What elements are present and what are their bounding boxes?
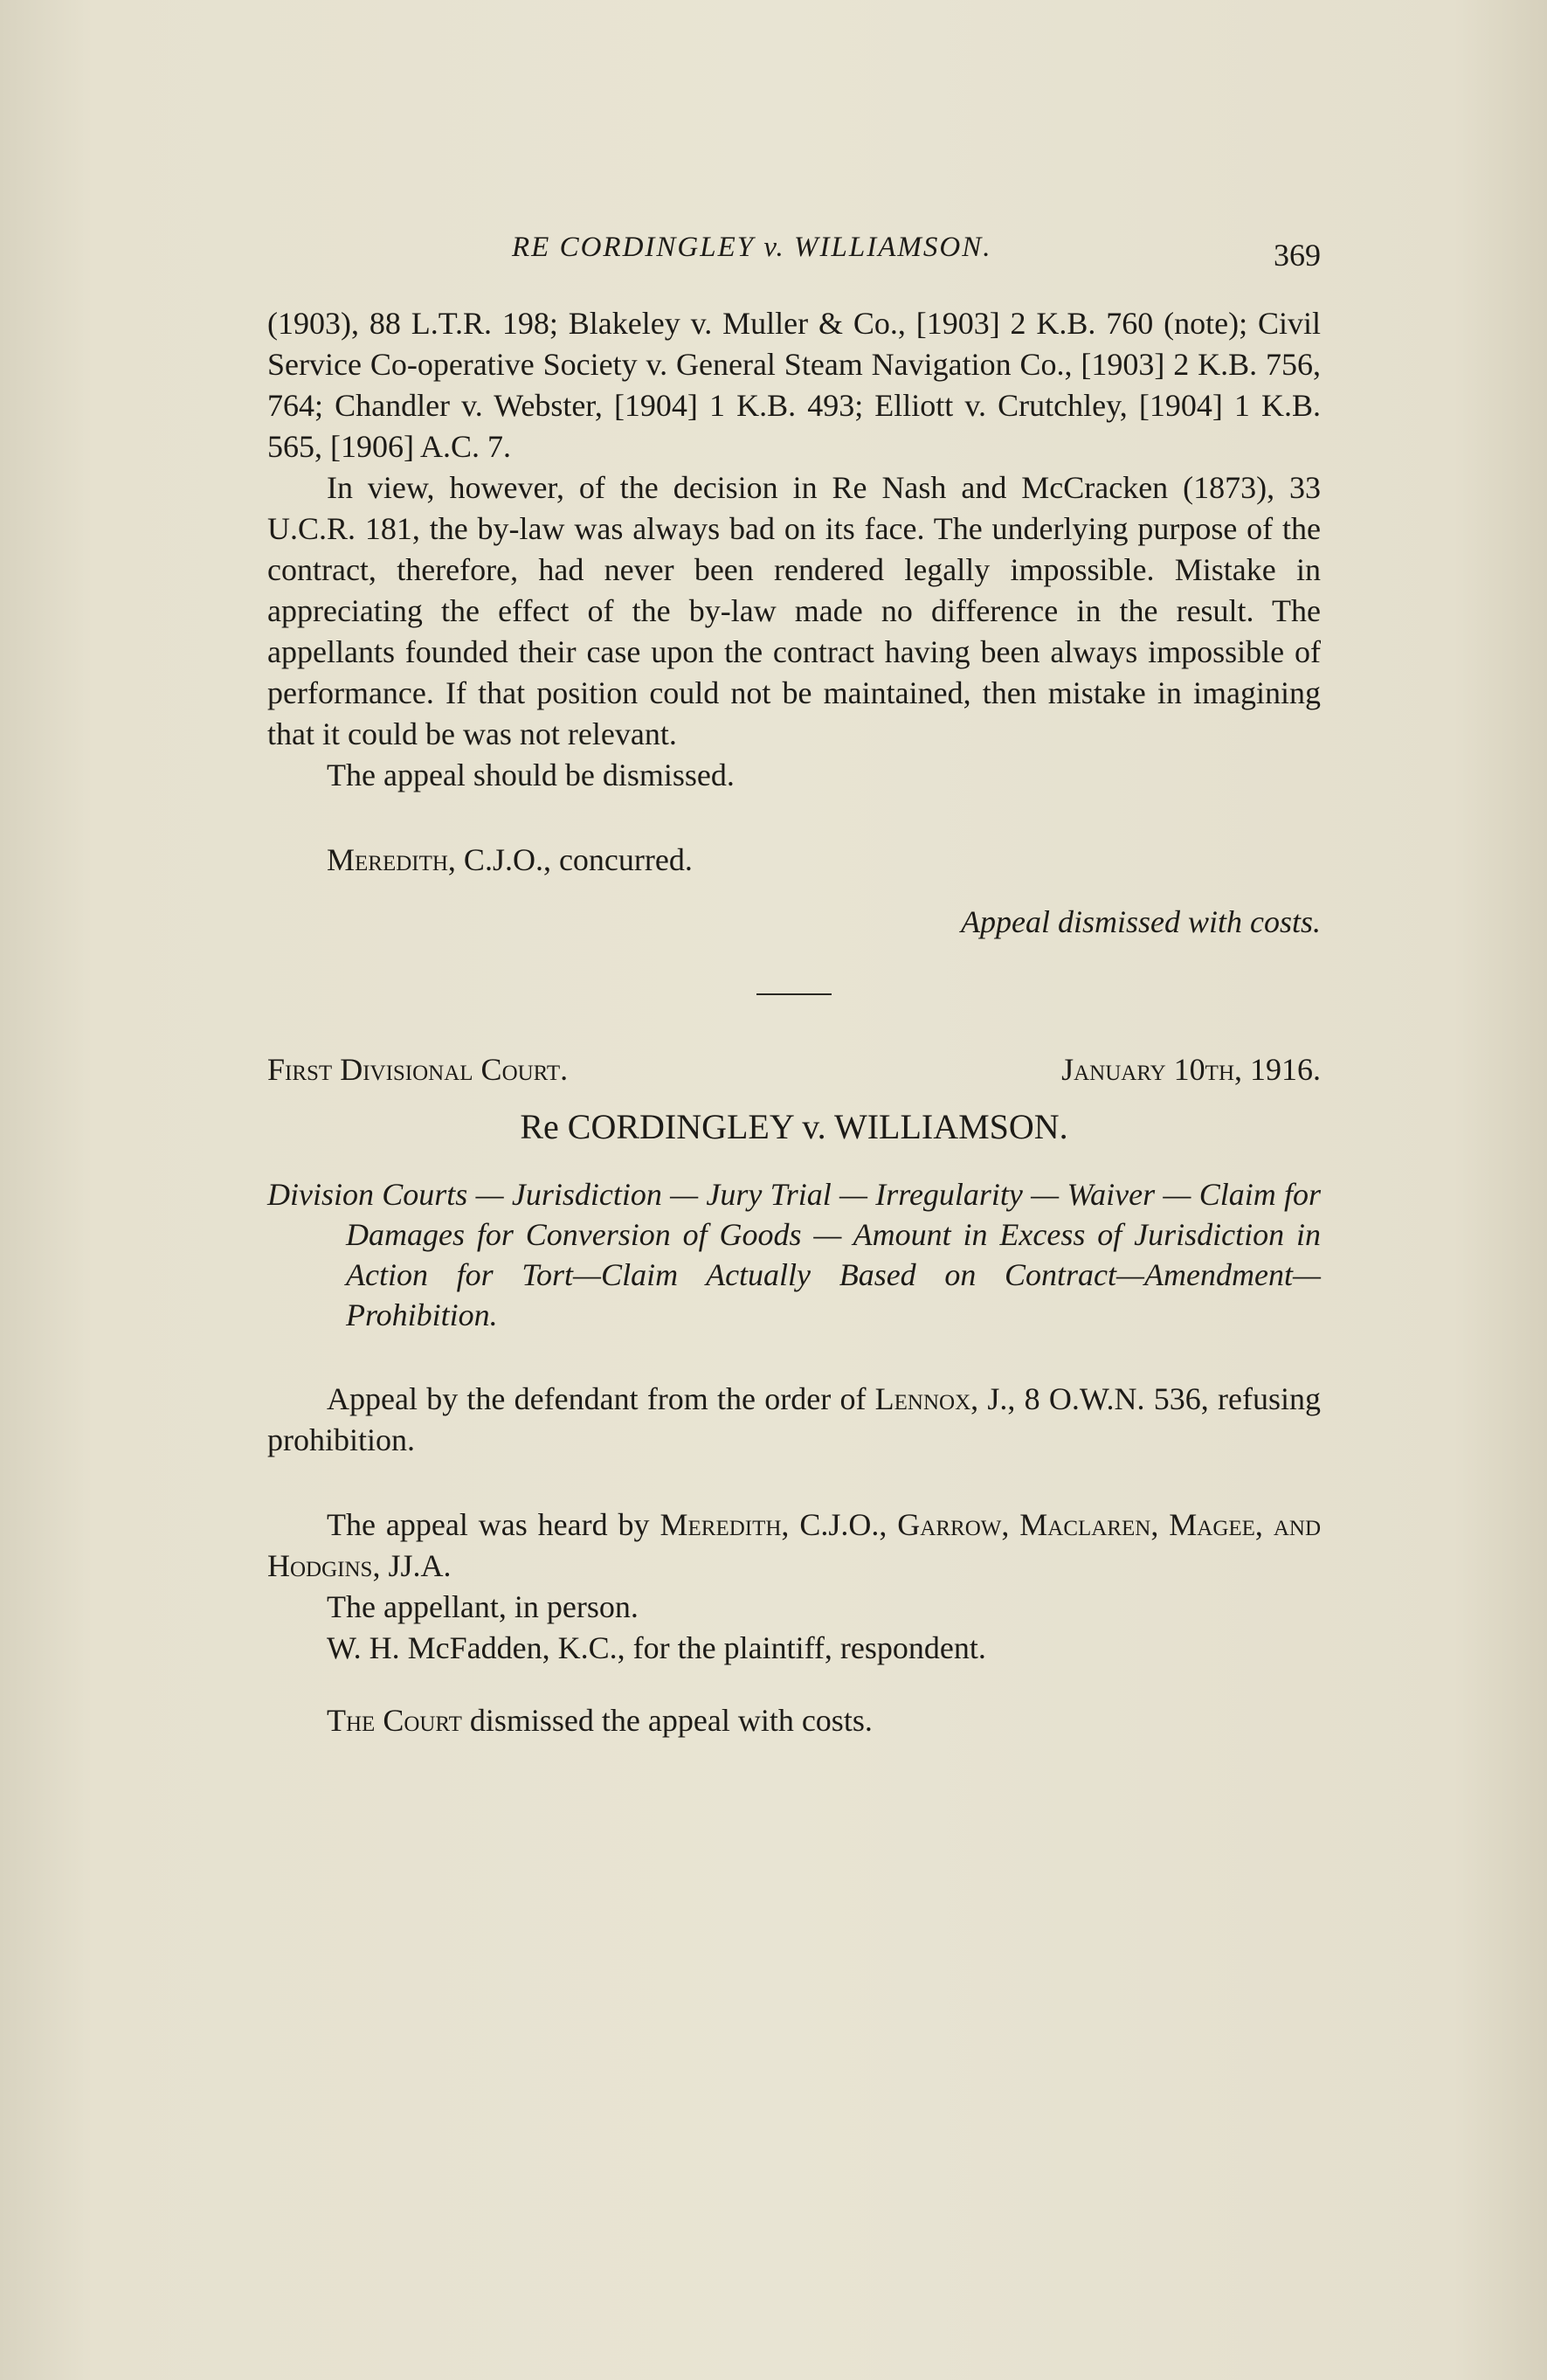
appeal-post: , J., 8 O.W.N. 536, refusing prohibition. [267, 1381, 1321, 1457]
appeal-paragraph [267, 1379, 1321, 1461]
appeal-judge: Lennox [874, 1381, 971, 1416]
concurrence-text: , concurred. [542, 842, 693, 877]
concurrence-judge: Meredith, C.J.O. [327, 842, 543, 877]
text-block [267, 223, 1321, 1741]
heard-paragraph [267, 1505, 1321, 1587]
case-title: Re CORDINGLEY v. WILLIAMSON. [520, 1107, 1068, 1146]
heard-post: , JJ.A. [372, 1548, 452, 1583]
appeal-pre: Appeal by the defendant from the order of [327, 1381, 875, 1416]
judgment-paragraph [267, 1700, 1321, 1741]
analysis-paragraph: In view, however, of the decision in Re Nash and McCracken (1873), 33 U.C.R. 181, the by-law was always bad on its face. The underlying purpose of the contract, therefore, had never been rendered legally impossible. Mistake in appreciating the effect of the by-law made no difference in the result. The appellants founded their case upon the contract having been always impossible of performance. If that position could not be maintained, then mistake in imagining that it could be was not relevant. [267, 470, 1321, 751]
page-number: 369 [1274, 238, 1321, 273]
court-name: First Divisional Court. [267, 1052, 569, 1087]
judgment-text: dismissed the appeal with costs. [461, 1703, 873, 1738]
conclusion-paragraph: The appeal should be dismissed. [327, 758, 735, 792]
court-line [267, 1049, 1321, 1090]
appellant-line: The appellant, in person. [327, 1589, 639, 1624]
citations-paragraph: (1903), 88 L.T.R. 198; Blakeley v. Muller & Co., [1903] 2 K.B. 760 (note); Civil Service Co-operative Society v. General Steam Navigation Co., [1903] 2 K.B. 756, 764; Chandler v. Webster, [1904] 1 K.B. 493; Elliott v. Crutchley, [1904] 1 K.B. 565, [1906] A.C. 7. [267, 306, 1321, 464]
running-head [267, 223, 1321, 275]
result-line: Appeal dismissed with costs. [961, 904, 1321, 939]
heard-pre: The appeal was heard by [327, 1507, 660, 1542]
decision-date: January 10th, 1916. [1061, 1052, 1321, 1087]
concurrence-paragraph [267, 840, 1321, 881]
judgment-court: The Court [327, 1703, 462, 1738]
section-divider [756, 993, 832, 995]
running-title: RE CORDINGLEY v. WILLIAMSON. [512, 232, 992, 263]
heard-judges: Meredith, C.J.O., Garrow, Maclaren, Magee, and Hodgins [267, 1507, 1322, 1583]
counsel-line: W. H. McFadden, K.C., for the plaintiff, respondent. [327, 1630, 986, 1665]
headnote: Division Courts — Jurisdiction — Jury Trial — Irregularity — Waiver — Claim for Damages for Conversion of Goods — Amount in Excess of Jurisdiction in Action for Tort—Claim Actually Based on Contract—Amendment—Prohibition. [267, 1177, 1321, 1332]
